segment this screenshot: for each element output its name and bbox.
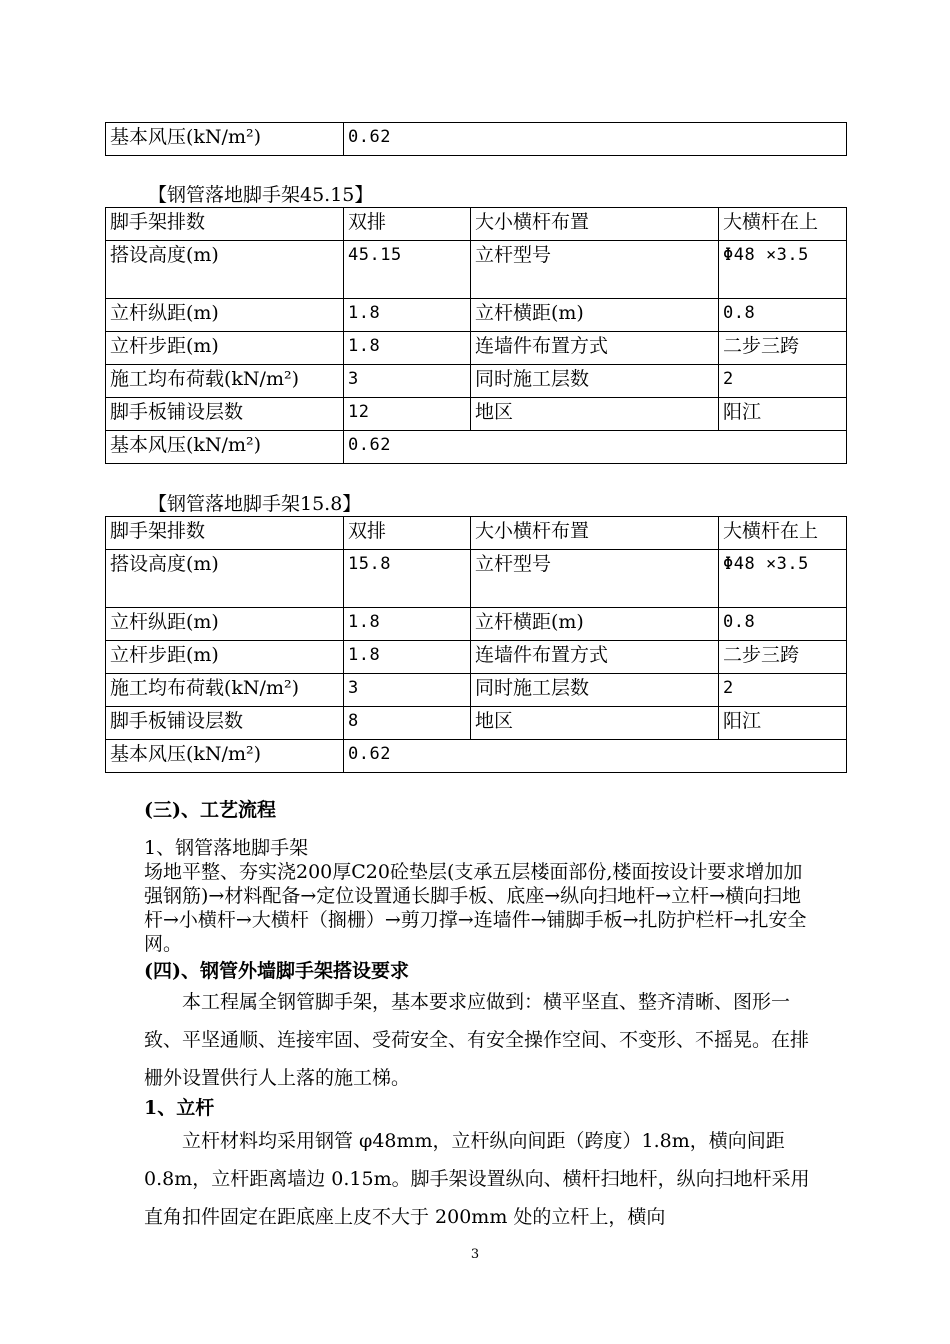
- upright-paragraph: 立杆材料均采用钢管 φ48mm，立杆纵向间距（跨度）1.8m，横向间距 0.8m，立杆距离墙边 0.15m。脚手架设置纵向、横杆扫地杆，纵向扫地杆采用直角扣件固定在距底座上皮不大于 200mm 处的立杆上，横向: [144, 1130, 810, 1228]
- table-row: [106, 707, 847, 740]
- table-cell-value: 15.8: [344, 550, 471, 608]
- table-cell-label: 立杆步距(m): [106, 332, 344, 365]
- wind-pressure-table-continued: [105, 122, 847, 156]
- table-cell-label: 基本风压(kN/m²): [106, 740, 344, 773]
- table-cell-label: 同时施工层数: [471, 674, 719, 707]
- table-cell-label: 地区: [471, 398, 719, 431]
- table-cell-value: 0.8: [719, 299, 847, 332]
- table-cell-value: 3: [344, 365, 471, 398]
- table-row: [106, 299, 847, 332]
- table-cell-value: Φ48 ×3.5: [719, 241, 847, 299]
- table-cell-label: 立杆步距(m): [106, 641, 344, 674]
- table-cell-value: 3: [344, 674, 471, 707]
- table-cell-value: 0.8: [719, 608, 847, 641]
- table-cell-value: Φ48 ×3.5: [719, 550, 847, 608]
- table-cell-label: 立杆型号: [471, 550, 719, 608]
- process-flow-paragraph: 场地平整、夯实浇200厚C20砼垫层(支承五层楼面部份,楼面按设计要求增加加强钢筋)→材料配备→定位设置通长脚手板、底座→纵向扫地杆→立杆→横向扫地杆→小横杆→大横杆（搁栅）→剪刀撑→连墙件→铺脚手板→扎防护栏杆→扎安全网。: [144, 861, 807, 955]
- table-cell-label: 脚手架排数: [106, 208, 344, 241]
- table-cell-value: 二步三跨: [719, 641, 847, 674]
- table-cell-label: 脚手板铺设层数: [106, 707, 344, 740]
- table-row: [106, 398, 847, 431]
- table-cell-label: 连墙件布置方式: [471, 332, 719, 365]
- table-cell-label: 基本风压(kN/m²): [106, 123, 344, 156]
- table-cell-value: 2: [719, 674, 847, 707]
- table-cell-value: 8: [344, 707, 471, 740]
- table-caption-15-8: 【钢管落地脚手架15.8】: [148, 493, 362, 515]
- table-row: [106, 332, 847, 365]
- table-cell-label: 立杆纵距(m): [106, 299, 344, 332]
- table-cell-label: 立杆横距(m): [471, 608, 719, 641]
- table-cell-label: 施工均布荷载(kN/m²): [106, 674, 344, 707]
- table-row: [106, 550, 847, 608]
- subsection-heading-upright: 1、立杆: [144, 1097, 215, 1119]
- requirements-paragraph: 本工程属全钢管脚手架，基本要求应做到：横平坚直、整齐清晰、图形一致、平坚通顺、连接牢固、受荷安全、有安全操作空间、不变形、不摇晃。在排栅外设置供行人上落的施工梯。: [144, 991, 810, 1089]
- table-row: [106, 431, 847, 464]
- table-cell-value: 1.8: [344, 608, 471, 641]
- table-cell-value: 1.8: [344, 641, 471, 674]
- table-cell-label: 连墙件布置方式: [471, 641, 719, 674]
- table-row: [106, 608, 847, 641]
- table-cell-label: 脚手板铺设层数: [106, 398, 344, 431]
- table-cell-value: 0.62: [344, 740, 847, 773]
- table-cell-value: 大横杆在上: [719, 517, 847, 550]
- table-row: [106, 365, 847, 398]
- table-row: [106, 241, 847, 299]
- table-caption-45-15: 【钢管落地脚手架45.15】: [148, 184, 374, 206]
- process-item-title: 1、钢管落地脚手架: [144, 837, 309, 859]
- table-cell-value: 1.8: [344, 299, 471, 332]
- page-number: 3: [470, 1247, 480, 1262]
- scaffold-params-table-15-8: [105, 516, 847, 773]
- table-cell-value: 0.62: [344, 123, 847, 156]
- table-cell-value: 二步三跨: [719, 332, 847, 365]
- table-cell-label: 同时施工层数: [471, 365, 719, 398]
- table-cell-value: 12: [344, 398, 471, 431]
- table-cell-value: 阳江: [719, 398, 847, 431]
- table-row: [106, 517, 847, 550]
- table-cell-value: 0.62: [344, 431, 847, 464]
- table-row: [106, 740, 847, 773]
- table-cell-label: 大小横杆布置: [471, 208, 719, 241]
- table-cell-label: 施工均布荷载(kN/m²): [106, 365, 344, 398]
- table-cell-value: 双排: [344, 517, 471, 550]
- table-cell-value: 大横杆在上: [719, 208, 847, 241]
- table-row: [106, 123, 847, 156]
- table-cell-label: 立杆纵距(m): [106, 608, 344, 641]
- section-heading-process-flow: (三)、工艺流程: [144, 799, 276, 821]
- table-row: [106, 641, 847, 674]
- table-cell-label: 大小横杆布置: [471, 517, 719, 550]
- table-cell-value: 双排: [344, 208, 471, 241]
- table-cell-label: 地区: [471, 707, 719, 740]
- table-cell-label: 立杆型号: [471, 241, 719, 299]
- table-cell-label: 搭设高度(m): [106, 241, 344, 299]
- section-heading-scaffold-requirements: (四)、钢管外墙脚手架搭设要求: [144, 960, 409, 982]
- table-cell-label: 脚手架排数: [106, 517, 344, 550]
- table-cell-label: 基本风压(kN/m²): [106, 431, 344, 464]
- scaffold-params-table-45-15: [105, 207, 847, 464]
- table-row: [106, 674, 847, 707]
- table-row: [106, 208, 847, 241]
- table-cell-label: 立杆横距(m): [471, 299, 719, 332]
- table-cell-value: 1.8: [344, 332, 471, 365]
- table-cell-value: 阳江: [719, 707, 847, 740]
- table-cell-value: 45.15: [344, 241, 471, 299]
- table-cell-label: 搭设高度(m): [106, 550, 344, 608]
- table-cell-value: 2: [719, 365, 847, 398]
